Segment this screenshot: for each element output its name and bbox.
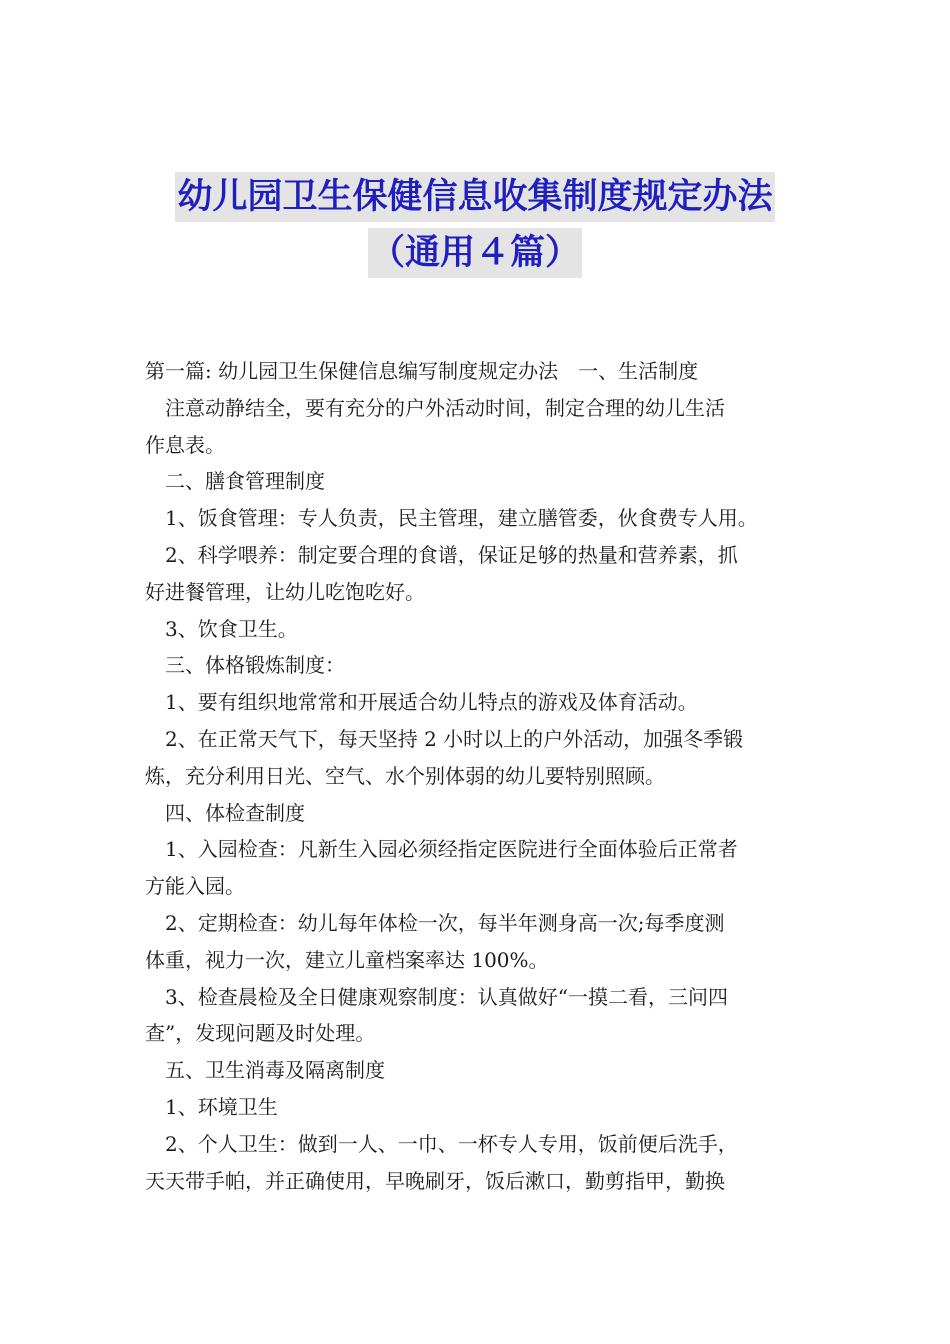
text-line: 作息表。	[145, 432, 225, 457]
text-line: 1、饭食管理：专人负责，民主管理，建立膳管委，伙食费专人用。	[165, 506, 758, 531]
text-line: 体重，视力一次，建立儿童档案率达 100%。	[145, 947, 549, 972]
text-line: 查”，发现问题及时处理。	[145, 1021, 376, 1046]
title-row-1	[0, 172, 950, 228]
text-line: 2、在正常天气下，每天坚持 2 小时以上的户外活动，加强冬季锻	[165, 726, 744, 751]
text-line: 注意动静结全，要有充分的户外活动时间，制定合理的幼儿生活	[165, 395, 725, 420]
text-line: 五、卫生消毒及隔离制度	[165, 1058, 385, 1083]
text-line: 3、饮食卫生。	[165, 616, 298, 641]
text-line: 方能入园。	[145, 874, 245, 899]
text-line: 第一篇: 幼儿园卫生保健信息编写制度规定办法 一、生活制度	[145, 359, 699, 383]
text-line: 1、要有组织地常常和开展适合幼儿特点的游戏及体育活动。	[165, 690, 698, 715]
text-line: 天天带手帕，并正确使用，早晚刷牙，饭后漱口，勤剪指甲，勤换	[145, 1168, 725, 1193]
title-line-2: （通用４篇）	[368, 228, 582, 278]
text-line: 2、科学喂养：制定要合理的食谱，保证足够的热量和营养素，抓	[165, 542, 738, 567]
text-line: 二、膳食管理制度	[165, 469, 325, 494]
text-line: 2、个人卫生：做到一人、一巾、一杯专人专用，饭前便后洗手，	[165, 1131, 738, 1156]
document-title	[0, 172, 950, 284]
title-row-2	[0, 228, 950, 284]
text-line: 三、体格锻炼制度：	[165, 653, 345, 678]
text-line: 2、定期检查：幼儿每年体检一次，每半年测身高一次;每季度测	[165, 910, 725, 935]
text-line: 1、入园检查：凡新生入园必须经指定医院进行全面体验后正常者	[165, 837, 738, 862]
text-line: 3、检查晨检及全日健康观察制度：认真做好“一摸二看，三问四	[165, 984, 728, 1009]
text-line: 四、体检查制度	[165, 800, 305, 825]
text-line: 炼，充分利用日光、空气、水个别体弱的幼儿要特别照顾。	[145, 763, 665, 788]
text-line: 1、环境卫生	[165, 1094, 278, 1119]
title-line-1: 幼儿园卫生保健信息收集制度规定办法	[175, 172, 774, 222]
document-body	[145, 353, 817, 1199]
text-line: 好进餐管理，让幼儿吃饱吃好。	[145, 579, 425, 604]
